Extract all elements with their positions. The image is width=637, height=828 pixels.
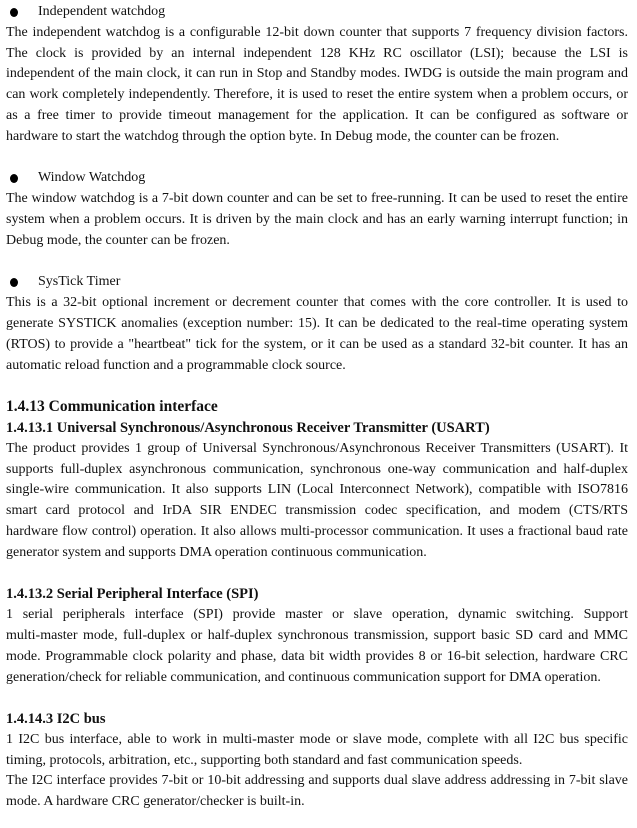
paragraph-line: automatic reload function and a programmable clock source. — [6, 357, 346, 373]
paragraph — [6, 189, 628, 251]
bullet-icon — [10, 8, 18, 17]
paragraph-line: can work completely independently. Therefore, it is used to reset the entire system when a problem occurs, or — [6, 87, 628, 103]
paragraph-line: The product provides 1 group of Universal Synchronous/Asynchronous Receiver Transmitters (USART). It — [6, 440, 628, 456]
paragraph-line: The window watchdog is a 7-bit down counter and can be set to free-running. It can be used to reset the entire — [6, 191, 628, 207]
paragraph — [6, 730, 628, 813]
paragraph-line: generation/check for reliable communication, and continuous communication support for DMA operation. — [6, 669, 601, 685]
paragraph-line: hardware flow control) operation. It also allows multi-processor communication. It uses a fractional baud rate — [6, 523, 628, 539]
paragraph-line: The clock is provided by an internal independent 128 KHz RC oscillator (LSI); because the LSI is — [6, 45, 628, 61]
bullet-icon — [10, 278, 18, 287]
paragraph-line: 1 serial peripherals interface (SPI) provide master or slave operation, dynamic switching. Support — [6, 607, 628, 623]
block-spacer — [6, 252, 628, 273]
paragraph-line: single-wire communication. It also supports LIN (Local Interconnect Network), compatible with ISO7816 — [6, 482, 628, 498]
subsection-heading: 1.4.13.1 Universal Synchronous/Asynchronous Receiver Transmitter (USART) — [6, 419, 490, 436]
paragraph-line: multi-master mode, full-duplex or half-duplex synchronous transmission, support basic SD card and MMC — [6, 627, 628, 643]
block-spacer — [6, 148, 628, 169]
paragraph-line: smart card protocol and IrDA SIR ENDEC transmission codec specification, and modem (CTS/RTS — [6, 503, 628, 519]
paragraph-line: 1 I2C bus interface, able to work in multi-master mode or slave mode, complete with all I2C bus specific — [6, 731, 628, 747]
paragraph-line: timing, protocols, arbitration, etc., supporting both standard and fast communication speeds. — [6, 752, 523, 768]
paragraph-line: as a free timer to provide timeout management for the application. It can be configured as software or — [6, 107, 628, 123]
paragraph-line: supports full-duplex asynchronous communication, synchronous one-way communication and half-duplex — [6, 461, 628, 477]
paragraph — [6, 439, 628, 564]
bullet-heading — [6, 2, 628, 23]
block-spacer — [6, 376, 628, 397]
subsection-heading: 1.4.14.3 I2C bus — [6, 711, 106, 728]
paragraph-line: hardware to start the watchdog through the option byte. In Debug mode, the counter can be frozen. — [6, 128, 560, 144]
section-heading: 1.4.13 Communication interface — [6, 398, 218, 416]
bullet-text: SysTick Timer — [38, 274, 121, 290]
bullet-text: Independent watchdog — [38, 4, 166, 19]
paragraph-line: The I2C interface provides 7-bit or 10-bit addressing and supports dual slave address addressing in 7-bit slave — [6, 773, 628, 789]
paragraph — [6, 293, 628, 376]
subsection-heading: 1.4.13.2 Serial Peripheral Interface (SPI) — [6, 586, 259, 603]
paragraph-line: Debug mode, the counter can be frozen. — [6, 232, 230, 248]
paragraph-line: generate SYSTICK anomalies (exception number: 15). It can be dedicated to the real-time operating system — [6, 315, 628, 331]
bullet-icon — [10, 174, 18, 183]
bullet-heading — [6, 272, 628, 293]
paragraph-line: generator system and supports DMA operation continuous communication. — [6, 544, 427, 560]
paragraph-line: (RTOS) to provide a "heartbeat" tick for the system, or it can be used as a standard 32-bit counter. It has an — [6, 336, 628, 352]
paragraph — [6, 605, 628, 688]
bullet-text: Window Watchdog — [38, 170, 146, 186]
paragraph-line: mode. Programmable clock polarity and phase, data bit width provides 8 or 16-bit selection, hardware CRC — [6, 648, 628, 664]
paragraph-line: independent of the main clock, it can run in Stop and Standby modes. IWDG is outside the main program and — [6, 66, 628, 82]
paragraph — [6, 23, 628, 148]
paragraph-line: mode. A hardware CRC generator/checker is built-in. — [6, 794, 305, 810]
bullet-heading — [6, 168, 628, 189]
paragraph-line: The independent watchdog is a configurable 12-bit down counter that supports 7 frequency division factors. — [6, 24, 628, 40]
paragraph-line: This is a 32-bit optional increment or decrement counter that comes with the core controller. It is used to — [6, 295, 628, 311]
block-spacer — [6, 688, 628, 709]
paragraph-line: system when a problem occurs. It is driven by the main clock and has an early warning interrupt function; in — [6, 211, 628, 227]
block-spacer — [6, 564, 628, 585]
